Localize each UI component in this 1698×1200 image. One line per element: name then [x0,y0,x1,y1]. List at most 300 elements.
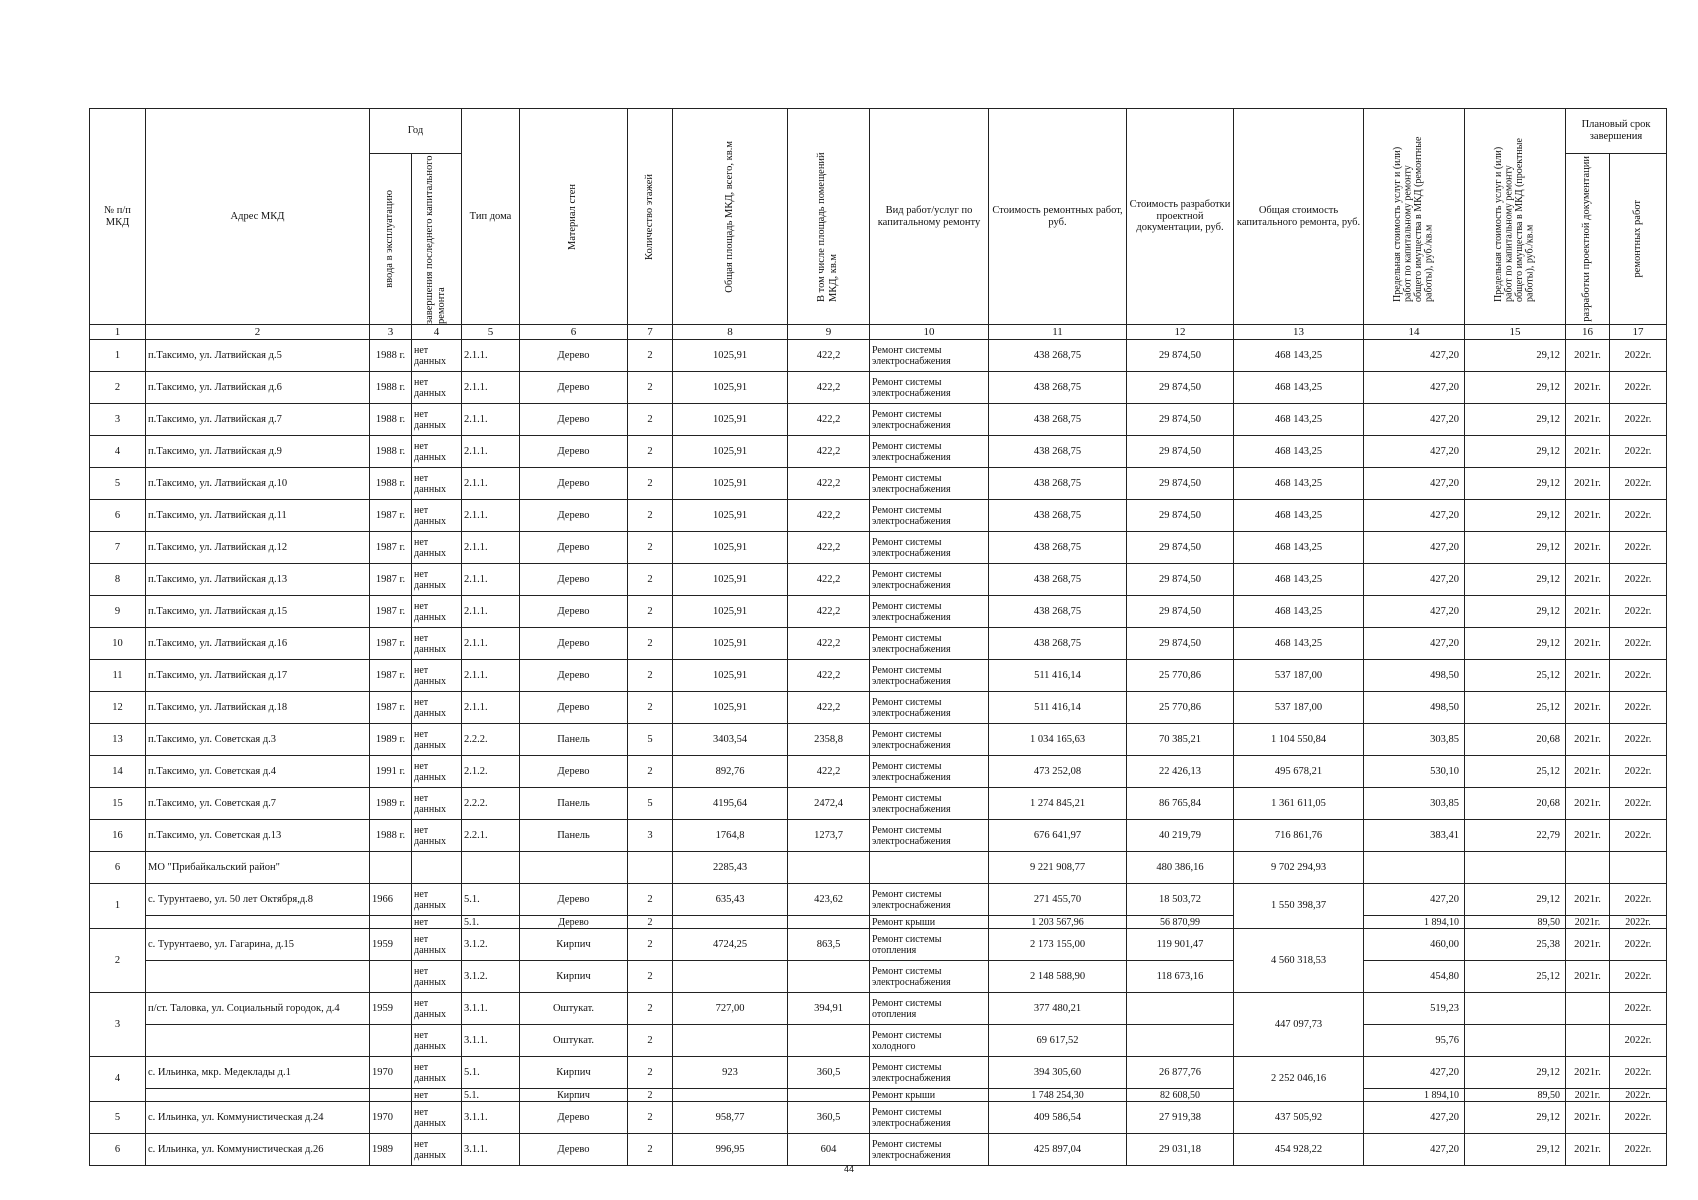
cost-repair: 676 641,97 [989,820,1127,852]
year-built: 1988 г. [370,468,412,500]
floors: 2 [628,436,673,468]
header-year-repair: завершения последнего капитального ремонта [412,154,462,325]
cost-total: 537 187,00 [1234,692,1364,724]
house-type: 2.2.2. [462,788,520,820]
cost-repair: 438 268,75 [989,436,1127,468]
plan-design [1566,993,1610,1025]
plan-repair: 2022г. [1610,564,1667,596]
column-number: 10 [870,325,989,340]
subtotal-row-number: 6 [90,852,146,884]
cost-total: 537 187,00 [1234,660,1364,692]
area-total: 1025,91 [673,404,788,436]
row-number: 4 [90,1057,146,1102]
cost-design: 22 426,13 [1127,756,1234,788]
plan-repair: 2022г. [1610,532,1667,564]
floors: 2 [628,404,673,436]
year-repair: нет данных [412,788,462,820]
cost-total: 437 505,92 [1234,1102,1364,1134]
address: п.Таксимо, ул. Советская д.7 [146,788,370,820]
cost-repair: 438 268,75 [989,596,1127,628]
header-address: Адрес МКД [146,109,370,325]
wall-material: Кирпич [520,961,628,993]
column-number: 4 [412,325,462,340]
limit-repair: 383,41 [1364,820,1465,852]
work-type: Ремонт системы электроснабжения [870,1057,989,1089]
limit-design: 89,50 [1465,916,1566,929]
plan-repair: 2022г. [1610,961,1667,993]
year-built: 1989 г. [370,724,412,756]
empty-cell [520,852,628,884]
limit-design: 29,12 [1465,596,1566,628]
subtotal-area-total: 2285,43 [673,852,788,884]
wall-material: Дерево [520,756,628,788]
area-premises: 394,91 [788,993,870,1025]
cost-design: 70 385,21 [1127,724,1234,756]
area-total: 4724,25 [673,929,788,961]
year-built: 1991 г. [370,756,412,788]
cost-total: 468 143,25 [1234,372,1364,404]
house-type: 5.1. [462,916,520,929]
area-premises: 422,2 [788,756,870,788]
header-cost-total: Общая стоимость капитального ремонта, руб. [1234,109,1364,325]
table-row [90,1134,1667,1166]
cost-design: 26 877,76 [1127,1057,1234,1089]
plan-repair: 2022г. [1610,788,1667,820]
year-repair: нет данных [412,468,462,500]
plan-design: 2021г. [1566,564,1610,596]
house-type: 2.1.1. [462,692,520,724]
limit-design: 25,12 [1465,961,1566,993]
year-built: 1988 г. [370,372,412,404]
limit-design: 25,38 [1465,929,1566,961]
cost-design: 29 874,50 [1127,372,1234,404]
plan-design: 2021г. [1566,340,1610,372]
house-type: 2.1.1. [462,532,520,564]
year-built: 1988 г. [370,340,412,372]
floors: 2 [628,993,673,1025]
floors: 2 [628,1057,673,1089]
cost-design: 29 874,50 [1127,468,1234,500]
year-repair: нет данных [412,372,462,404]
wall-material: Панель [520,724,628,756]
cost-design: 29 874,50 [1127,436,1234,468]
column-number-row [90,325,1667,340]
cost-repair: 438 268,75 [989,404,1127,436]
plan-repair: 2022г. [1610,1057,1667,1089]
row-number: 5 [90,468,146,500]
plan-repair: 2022г. [1610,628,1667,660]
limit-repair: 427,20 [1364,1134,1465,1166]
column-number: 6 [520,325,628,340]
empty-cell [870,852,989,884]
address: с. Ильинка, мкр. Медеклады д.1 [146,1057,370,1089]
area-premises: 2358,8 [788,724,870,756]
area-total: 1025,91 [673,628,788,660]
column-number: 3 [370,325,412,340]
limit-repair: 427,20 [1364,340,1465,372]
plan-design: 2021г. [1566,596,1610,628]
cost-total: 495 678,21 [1234,756,1364,788]
header-no: № п/п МКД [90,109,146,325]
limit-repair: 427,20 [1364,500,1465,532]
plan-repair: 2022г. [1610,468,1667,500]
area-total: 1025,91 [673,436,788,468]
area-total: 1025,91 [673,564,788,596]
house-type: 2.1.1. [462,500,520,532]
table-row [90,929,1667,961]
floors: 2 [628,884,673,916]
work-type: Ремонт системы отопления [870,993,989,1025]
plan-design: 2021г. [1566,820,1610,852]
row-number: 4 [90,436,146,468]
cost-repair: 438 268,75 [989,628,1127,660]
wall-material: Дерево [520,564,628,596]
plan-design: 2021г. [1566,660,1610,692]
plan-design: 2021г. [1566,929,1610,961]
cost-total: 1 550 398,37 [1234,884,1364,929]
plan-design: 2021г. [1566,724,1610,756]
row-number: 12 [90,692,146,724]
work-type: Ремонт системы электроснабжения [870,404,989,436]
address: п.Таксимо, ул. Латвийская д.17 [146,660,370,692]
limit-design: 29,12 [1465,628,1566,660]
header-plan: Плановый срок завершения [1566,109,1667,154]
work-type: Ремонт системы электроснабжения [870,532,989,564]
table-row [90,340,1667,372]
table-row [90,916,1667,929]
table-row [90,724,1667,756]
wall-material: Дерево [520,532,628,564]
wall-material: Дерево [520,372,628,404]
wall-material: Дерево [520,692,628,724]
area-total: 958,77 [673,1102,788,1134]
address: п.Таксимо, ул. Советская д.4 [146,756,370,788]
cost-repair: 1 034 165,63 [989,724,1127,756]
wall-material: Панель [520,788,628,820]
address: п.Таксимо, ул. Советская д.13 [146,820,370,852]
year-repair: нет данных [412,628,462,660]
year-built: 1970 [370,1057,412,1089]
header-area-total: Общая площадь МКД, всего, кв.м [673,109,788,325]
column-number: 11 [989,325,1127,340]
plan-repair: 2022г. [1610,1025,1667,1057]
subtotal-name: МО "Прибайкальский район" [146,852,370,884]
year-repair: нет данных [412,884,462,916]
plan-repair: 2022г. [1610,660,1667,692]
address: п.Таксимо, ул. Латвийская д.10 [146,468,370,500]
header-limit-design: Предельная стоимость услуг и (или) работ по капитальному ремонту общего имущества в МКД (проектные работы), руб./кв.м [1465,109,1566,325]
table-body [90,340,1667,1166]
wall-material: Дерево [520,468,628,500]
work-type: Ремонт системы электроснабжения [870,692,989,724]
plan-repair: 2022г. [1610,692,1667,724]
limit-design: 22,79 [1465,820,1566,852]
year-built: 1988 г. [370,820,412,852]
limit-design: 29,12 [1465,564,1566,596]
year-repair: нет данных [412,500,462,532]
limit-repair: 498,50 [1364,692,1465,724]
area-premises [788,916,870,929]
empty-cell [1566,852,1610,884]
row-number: 3 [90,993,146,1057]
header-cost-design: Стоимость разработки проектной документации, руб. [1127,109,1234,325]
row-number: 11 [90,660,146,692]
cost-total: 447 097,73 [1234,993,1364,1057]
area-premises [788,1025,870,1057]
row-number: 6 [90,500,146,532]
year-built: 1959 [370,929,412,961]
header-plan-design: разработки проектной документации [1566,154,1610,325]
house-type: 2.1.1. [462,660,520,692]
limit-design: 25,12 [1465,692,1566,724]
address: п.Таксимо, ул. Латвийская д.9 [146,436,370,468]
area-total: 1764,8 [673,820,788,852]
year-repair: нет данных [412,820,462,852]
work-type: Ремонт системы электроснабжения [870,724,989,756]
cost-design: 25 770,86 [1127,660,1234,692]
floors: 2 [628,929,673,961]
plan-design: 2021г. [1566,692,1610,724]
limit-design: 29,12 [1465,532,1566,564]
work-type: Ремонт системы электроснабжения [870,1134,989,1166]
house-type: 2.1.1. [462,564,520,596]
work-type: Ремонт крыши [870,1089,989,1102]
area-total: 1025,91 [673,532,788,564]
cost-repair: 438 268,75 [989,532,1127,564]
area-premises: 422,2 [788,372,870,404]
cost-design: 119 901,47 [1127,929,1234,961]
plan-design: 2021г. [1566,372,1610,404]
limit-design: 29,12 [1465,436,1566,468]
house-type: 2.1.1. [462,436,520,468]
year-built: 1987 г. [370,596,412,628]
limit-design: 29,12 [1465,1057,1566,1089]
table-row [90,993,1667,1025]
plan-repair: 2022г. [1610,929,1667,961]
row-number: 1 [90,884,146,929]
area-premises: 422,2 [788,596,870,628]
row-number: 2 [90,372,146,404]
limit-repair: 530,10 [1364,756,1465,788]
cost-total: 1 104 550,84 [1234,724,1364,756]
table-row [90,692,1667,724]
empty-cell [146,1025,370,1057]
wall-material: Дерево [520,1102,628,1134]
work-type: Ремонт системы электроснабжения [870,436,989,468]
year-built: 1959 [370,993,412,1025]
year-repair: нет данных [412,532,462,564]
table-row [90,788,1667,820]
table-row [90,436,1667,468]
address: п.Таксимо, ул. Латвийская д.12 [146,532,370,564]
cost-design: 29 874,50 [1127,404,1234,436]
year-built: 1987 г. [370,500,412,532]
year-repair: нет данных [412,756,462,788]
area-total: 1025,91 [673,500,788,532]
work-type: Ремонт системы электроснабжения [870,564,989,596]
header-plan-repair: ремонтных работ [1610,154,1667,325]
work-type: Ремонт системы электроснабжения [870,628,989,660]
year-built: 1987 г. [370,692,412,724]
area-premises: 423,62 [788,884,870,916]
plan-repair: 2022г. [1610,436,1667,468]
cost-design: 29 874,50 [1127,564,1234,596]
floors: 2 [628,628,673,660]
limit-repair: 427,20 [1364,532,1465,564]
wall-material: Дерево [520,340,628,372]
column-number: 9 [788,325,870,340]
plan-repair: 2022г. [1610,724,1667,756]
wall-material: Кирпич [520,1089,628,1102]
year-repair: нет данных [412,929,462,961]
cost-repair: 511 416,14 [989,660,1127,692]
cost-total: 468 143,25 [1234,436,1364,468]
year-repair: нет [412,1089,462,1102]
column-number: 7 [628,325,673,340]
plan-design: 2021г. [1566,788,1610,820]
page-number: 44 [843,1164,854,1174]
year-repair: нет данных [412,660,462,692]
floors: 2 [628,1102,673,1134]
row-number: 1 [90,340,146,372]
floors: 2 [628,340,673,372]
address: с. Турунтаево, ул. 50 лет Октября,д.8 [146,884,370,916]
wall-material: Оштукат. [520,993,628,1025]
header-type: Тип дома [462,109,520,325]
year-repair: нет данных [412,1057,462,1089]
table-row [90,1089,1667,1102]
plan-repair: 2022г. [1610,1102,1667,1134]
header-material: Материал стен [520,109,628,325]
row-number: 3 [90,404,146,436]
limit-repair: 427,20 [1364,372,1465,404]
column-number: 5 [462,325,520,340]
table-row [90,500,1667,532]
year-repair: нет данных [412,993,462,1025]
table-row [90,961,1667,993]
cost-total: 2 252 046,16 [1234,1057,1364,1102]
limit-repair: 427,20 [1364,884,1465,916]
header-work: Вид работ/услуг по капитальному ремонту [870,109,989,325]
row-number: 7 [90,532,146,564]
limit-repair: 427,20 [1364,468,1465,500]
limit-repair: 1 894,10 [1364,1089,1465,1102]
limit-repair: 1 894,10 [1364,916,1465,929]
floors: 2 [628,961,673,993]
cost-design: 29 031,18 [1127,1134,1234,1166]
plan-design: 2021г. [1566,468,1610,500]
table-row [90,404,1667,436]
plan-repair: 2022г. [1610,1089,1667,1102]
header-year-built: ввода в эксплуатацию [370,154,412,325]
row-number: 15 [90,788,146,820]
cost-design: 18 503,72 [1127,884,1234,916]
limit-design: 29,12 [1465,1134,1566,1166]
column-number: 2 [146,325,370,340]
area-total: 1025,91 [673,660,788,692]
area-premises: 422,2 [788,500,870,532]
area-premises: 422,2 [788,628,870,660]
row-number: 9 [90,596,146,628]
plan-repair: 2022г. [1610,756,1667,788]
work-type: Ремонт системы электроснабжения [870,756,989,788]
area-premises: 422,2 [788,340,870,372]
cost-repair: 438 268,75 [989,340,1127,372]
limit-repair: 427,20 [1364,1102,1465,1134]
year-repair: нет [412,916,462,929]
row-number: 8 [90,564,146,596]
area-premises: 422,2 [788,436,870,468]
empty-cell [146,1089,370,1102]
year-built: 1987 г. [370,628,412,660]
header-year: Год [370,109,462,154]
limit-design: 20,68 [1465,788,1566,820]
column-number: 8 [673,325,788,340]
work-type: Ремонт системы электроснабжения [870,820,989,852]
empty-cell [628,852,673,884]
row-number: 13 [90,724,146,756]
limit-design: 25,12 [1465,660,1566,692]
floors: 2 [628,1025,673,1057]
cost-total: 468 143,25 [1234,532,1364,564]
address: п.Таксимо, ул. Латвийская д.11 [146,500,370,532]
row-number: 6 [90,1134,146,1166]
work-type: Ремонт системы электроснабжения [870,1102,989,1134]
address: п.Таксимо, ул. Латвийская д.5 [146,340,370,372]
area-premises: 422,2 [788,404,870,436]
empty-cell [370,1025,412,1057]
header-limit-repair: Предельная стоимость услуг и (или) работ по капитальному ремонту общего имущества в МКД (ремонтные работы), руб./кв.м [1364,109,1465,325]
area-total: 892,76 [673,756,788,788]
cost-design [1127,1025,1234,1057]
area-premises: 422,2 [788,564,870,596]
cost-repair: 394 305,60 [989,1057,1127,1089]
cost-repair: 1 274 845,21 [989,788,1127,820]
empty-cell [146,961,370,993]
table-row [90,532,1667,564]
area-premises: 422,2 [788,532,870,564]
header-floors: Количество этажей [628,109,673,325]
year-repair: нет данных [412,1134,462,1166]
cost-total: 716 861,76 [1234,820,1364,852]
empty-cell [1465,852,1566,884]
house-type: 2.1.2. [462,756,520,788]
floors: 2 [628,468,673,500]
cost-total: 468 143,25 [1234,468,1364,500]
work-type: Ремонт системы электроснабжения [870,961,989,993]
house-type: 3.1.2. [462,961,520,993]
limit-design: 25,12 [1465,756,1566,788]
cost-repair: 511 416,14 [989,692,1127,724]
floors: 2 [628,372,673,404]
floors: 5 [628,724,673,756]
cost-total: 4 560 318,53 [1234,929,1364,993]
year-built: 1988 г. [370,436,412,468]
plan-design: 2021г. [1566,532,1610,564]
address: п.Таксимо, ул. Латвийская д.6 [146,372,370,404]
plan-design: 2021г. [1566,884,1610,916]
area-total: 1025,91 [673,372,788,404]
empty-cell [412,852,462,884]
repair-program-table [89,108,1667,1166]
year-repair: нет данных [412,596,462,628]
subtotal-row [90,852,1667,884]
floors: 2 [628,596,673,628]
cost-repair: 1 748 254,30 [989,1089,1127,1102]
house-type: 2.1.1. [462,404,520,436]
year-repair: нет данных [412,1025,462,1057]
year-built: 1987 г. [370,532,412,564]
